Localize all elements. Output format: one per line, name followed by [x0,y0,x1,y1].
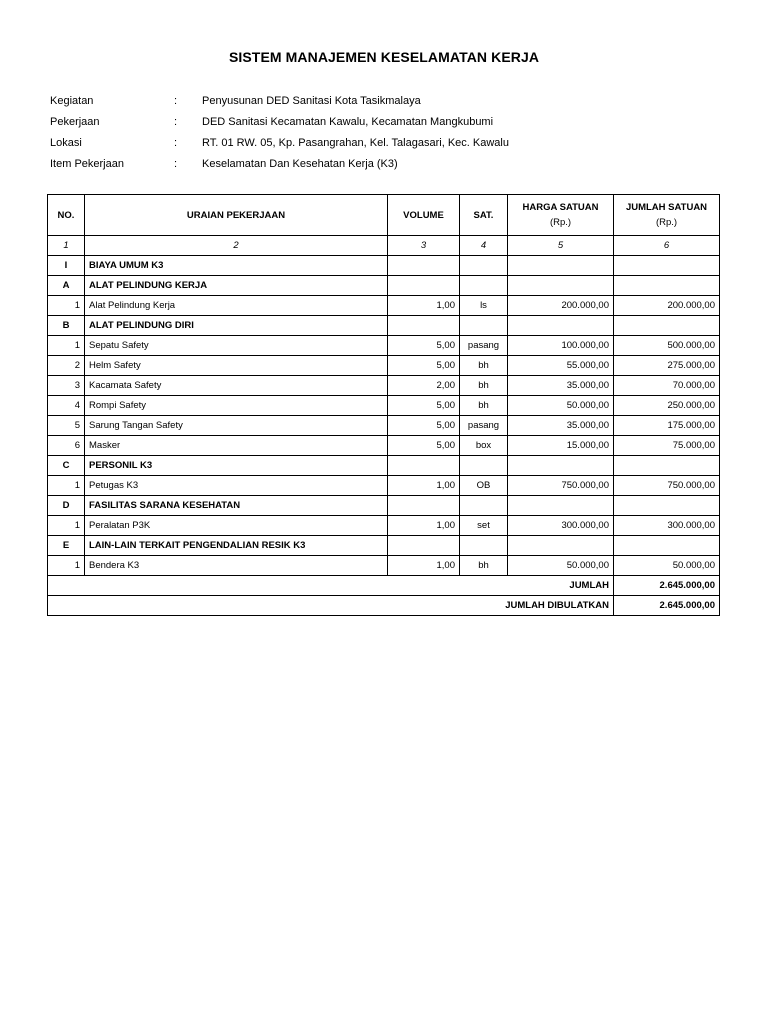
section-label: LAIN-LAIN TERKAIT PENGENDALIAN RESIK K3 [85,536,388,556]
empty-cell [460,536,508,556]
header-uraian: URAIAN PEKERJAAN [85,195,388,236]
item-harga: 200.000,00 [508,296,614,316]
item-jumlah: 175.000,00 [614,416,720,436]
item-jumlah: 75.000,00 [614,436,720,456]
item-sat: bh [460,556,508,576]
section-label: BIAYA UMUM K3 [85,256,388,276]
item-no: 1 [48,516,85,536]
section-no: D [48,496,85,516]
empty-cell [388,276,460,296]
item-volume: 5,00 [388,396,460,416]
empty-cell [388,456,460,476]
item-no: 1 [48,476,85,496]
section-no: A [48,276,85,296]
item-sat: bh [460,396,508,416]
section-no: B [48,316,85,336]
item-row [48,376,720,396]
section-row [48,456,720,476]
table-header-row [48,195,720,236]
header-jumlah-line1: JUMLAH SATUAN [625,202,708,213]
header-harga-satuan [508,195,614,236]
total-label: JUMLAH DIBULATKAN [48,596,614,616]
empty-cell [614,256,720,276]
document-title: SISTEM MANAJEMEN KESELAMATAN KERJA [228,49,540,65]
item-volume: 5,00 [388,416,460,436]
column-number: 1 [48,236,85,256]
total-value: 2.645.000,00 [614,576,720,596]
item-harga: 50.000,00 [508,396,614,416]
column-number: 3 [388,236,460,256]
k3-cost-table [47,194,720,616]
item-sat: box [460,436,508,456]
item-sat: bh [460,356,508,376]
column-number: 5 [508,236,614,256]
column-number: 6 [614,236,720,256]
info-colon: : [174,116,178,128]
item-volume: 5,00 [388,356,460,376]
total-value: 2.645.000,00 [614,596,720,616]
item-harga: 35.000,00 [508,416,614,436]
item-volume: 5,00 [388,336,460,356]
item-row [48,476,720,496]
header-harga-line2: (Rp.) [549,217,572,228]
item-label: Kacamata Safety [85,376,388,396]
item-jumlah: 50.000,00 [614,556,720,576]
empty-cell [508,316,614,336]
item-no: 6 [48,436,85,456]
info-row [50,154,509,175]
item-label: Helm Safety [85,356,388,376]
item-label: Peralatan P3K [85,516,388,536]
empty-cell [460,316,508,336]
empty-cell [508,536,614,556]
info-colon: : [174,158,178,170]
item-label: Alat Pelindung Kerja [85,296,388,316]
empty-cell [388,536,460,556]
empty-cell [388,316,460,336]
header-no: NO. [48,195,85,236]
item-label: Rompi Safety [85,396,388,416]
item-volume: 1,00 [388,296,460,316]
item-label: Sarung Tangan Safety [85,416,388,436]
empty-cell [614,536,720,556]
section-row [48,316,720,336]
info-colon: : [174,95,178,107]
column-number: 2 [85,236,388,256]
info-value: Penyusunan DED Sanitasi Kota Tasikmalaya [202,95,421,107]
item-sat: ls [460,296,508,316]
total-label: JUMLAH [48,576,614,596]
empty-cell [460,256,508,276]
column-number-row [48,236,720,256]
info-value: RT. 01 RW. 05, Kp. Pasangrahan, Kel. Talagasari, Kec. Kawalu [202,137,509,149]
item-row [48,556,720,576]
item-jumlah: 300.000,00 [614,516,720,536]
section-label: PERSONIL K3 [85,456,388,476]
info-row [50,91,509,112]
info-label: Pekerjaan [50,116,100,128]
header-jumlah-satuan [614,195,720,236]
item-jumlah: 275.000,00 [614,356,720,376]
item-row [48,296,720,316]
header-volume: VOLUME [388,195,460,236]
item-row [48,516,720,536]
item-harga: 55.000,00 [508,356,614,376]
item-harga: 750.000,00 [508,476,614,496]
item-sat: OB [460,476,508,496]
total-row [48,576,720,596]
empty-cell [614,276,720,296]
total-row [48,596,720,616]
item-sat: pasang [460,336,508,356]
item-sat: set [460,516,508,536]
info-row [50,112,509,133]
item-label: Bendera K3 [85,556,388,576]
empty-cell [460,456,508,476]
empty-cell [388,496,460,516]
header-jumlah-line2: (Rp.) [655,217,678,228]
item-jumlah: 200.000,00 [614,296,720,316]
section-row [48,536,720,556]
section-label: ALAT PELINDUNG DIRI [85,316,388,336]
item-volume: 2,00 [388,376,460,396]
item-label: Masker [85,436,388,456]
section-no: C [48,456,85,476]
item-volume: 1,00 [388,516,460,536]
item-harga: 300.000,00 [508,516,614,536]
item-sat: pasang [460,416,508,436]
item-row [48,436,720,456]
project-info [50,91,509,175]
section-no: E [48,536,85,556]
item-row [48,356,720,376]
info-row [50,133,509,154]
column-number: 4 [460,236,508,256]
item-jumlah: 250.000,00 [614,396,720,416]
item-harga: 35.000,00 [508,376,614,396]
item-harga: 15.000,00 [508,436,614,456]
section-label: FASILITAS SARANA KESEHATAN [85,496,388,516]
info-label: Lokasi [50,137,82,149]
header-sat: SAT. [460,195,508,236]
item-volume: 1,00 [388,556,460,576]
item-jumlah: 750.000,00 [614,476,720,496]
item-row [48,336,720,356]
empty-cell [508,256,614,276]
item-volume: 5,00 [388,436,460,456]
empty-cell [388,256,460,276]
empty-cell [614,496,720,516]
item-no: 1 [48,296,85,316]
info-value: DED Sanitasi Kecamatan Kawalu, Kecamatan Mangkubumi [202,116,494,128]
item-sat: bh [460,376,508,396]
item-no: 2 [48,356,85,376]
header-harga-line1: HARGA SATUAN [522,202,599,213]
item-no: 5 [48,416,85,436]
item-row [48,396,720,416]
item-label: Sepatu Safety [85,336,388,356]
info-label: Item Pekerjaan [50,158,124,170]
item-no: 1 [48,556,85,576]
item-volume: 1,00 [388,476,460,496]
item-jumlah: 70.000,00 [614,376,720,396]
empty-cell [614,316,720,336]
section-row [48,276,720,296]
info-value: Keselamatan Dan Kesehatan Kerja (K3) [202,158,398,170]
section-row [48,256,720,276]
empty-cell [460,496,508,516]
empty-cell [508,456,614,476]
item-no: 1 [48,336,85,356]
info-colon: : [174,137,178,149]
empty-cell [508,276,614,296]
section-row [48,496,720,516]
item-label: Petugas K3 [85,476,388,496]
item-harga: 100.000,00 [508,336,614,356]
empty-cell [614,456,720,476]
item-no: 4 [48,396,85,416]
empty-cell [508,496,614,516]
section-no: I [48,256,85,276]
item-no: 3 [48,376,85,396]
item-row [48,416,720,436]
item-harga: 50.000,00 [508,556,614,576]
section-label: ALAT PELINDUNG KERJA [85,276,388,296]
empty-cell [460,276,508,296]
item-jumlah: 500.000,00 [614,336,720,356]
info-label: Kegiatan [50,95,94,107]
